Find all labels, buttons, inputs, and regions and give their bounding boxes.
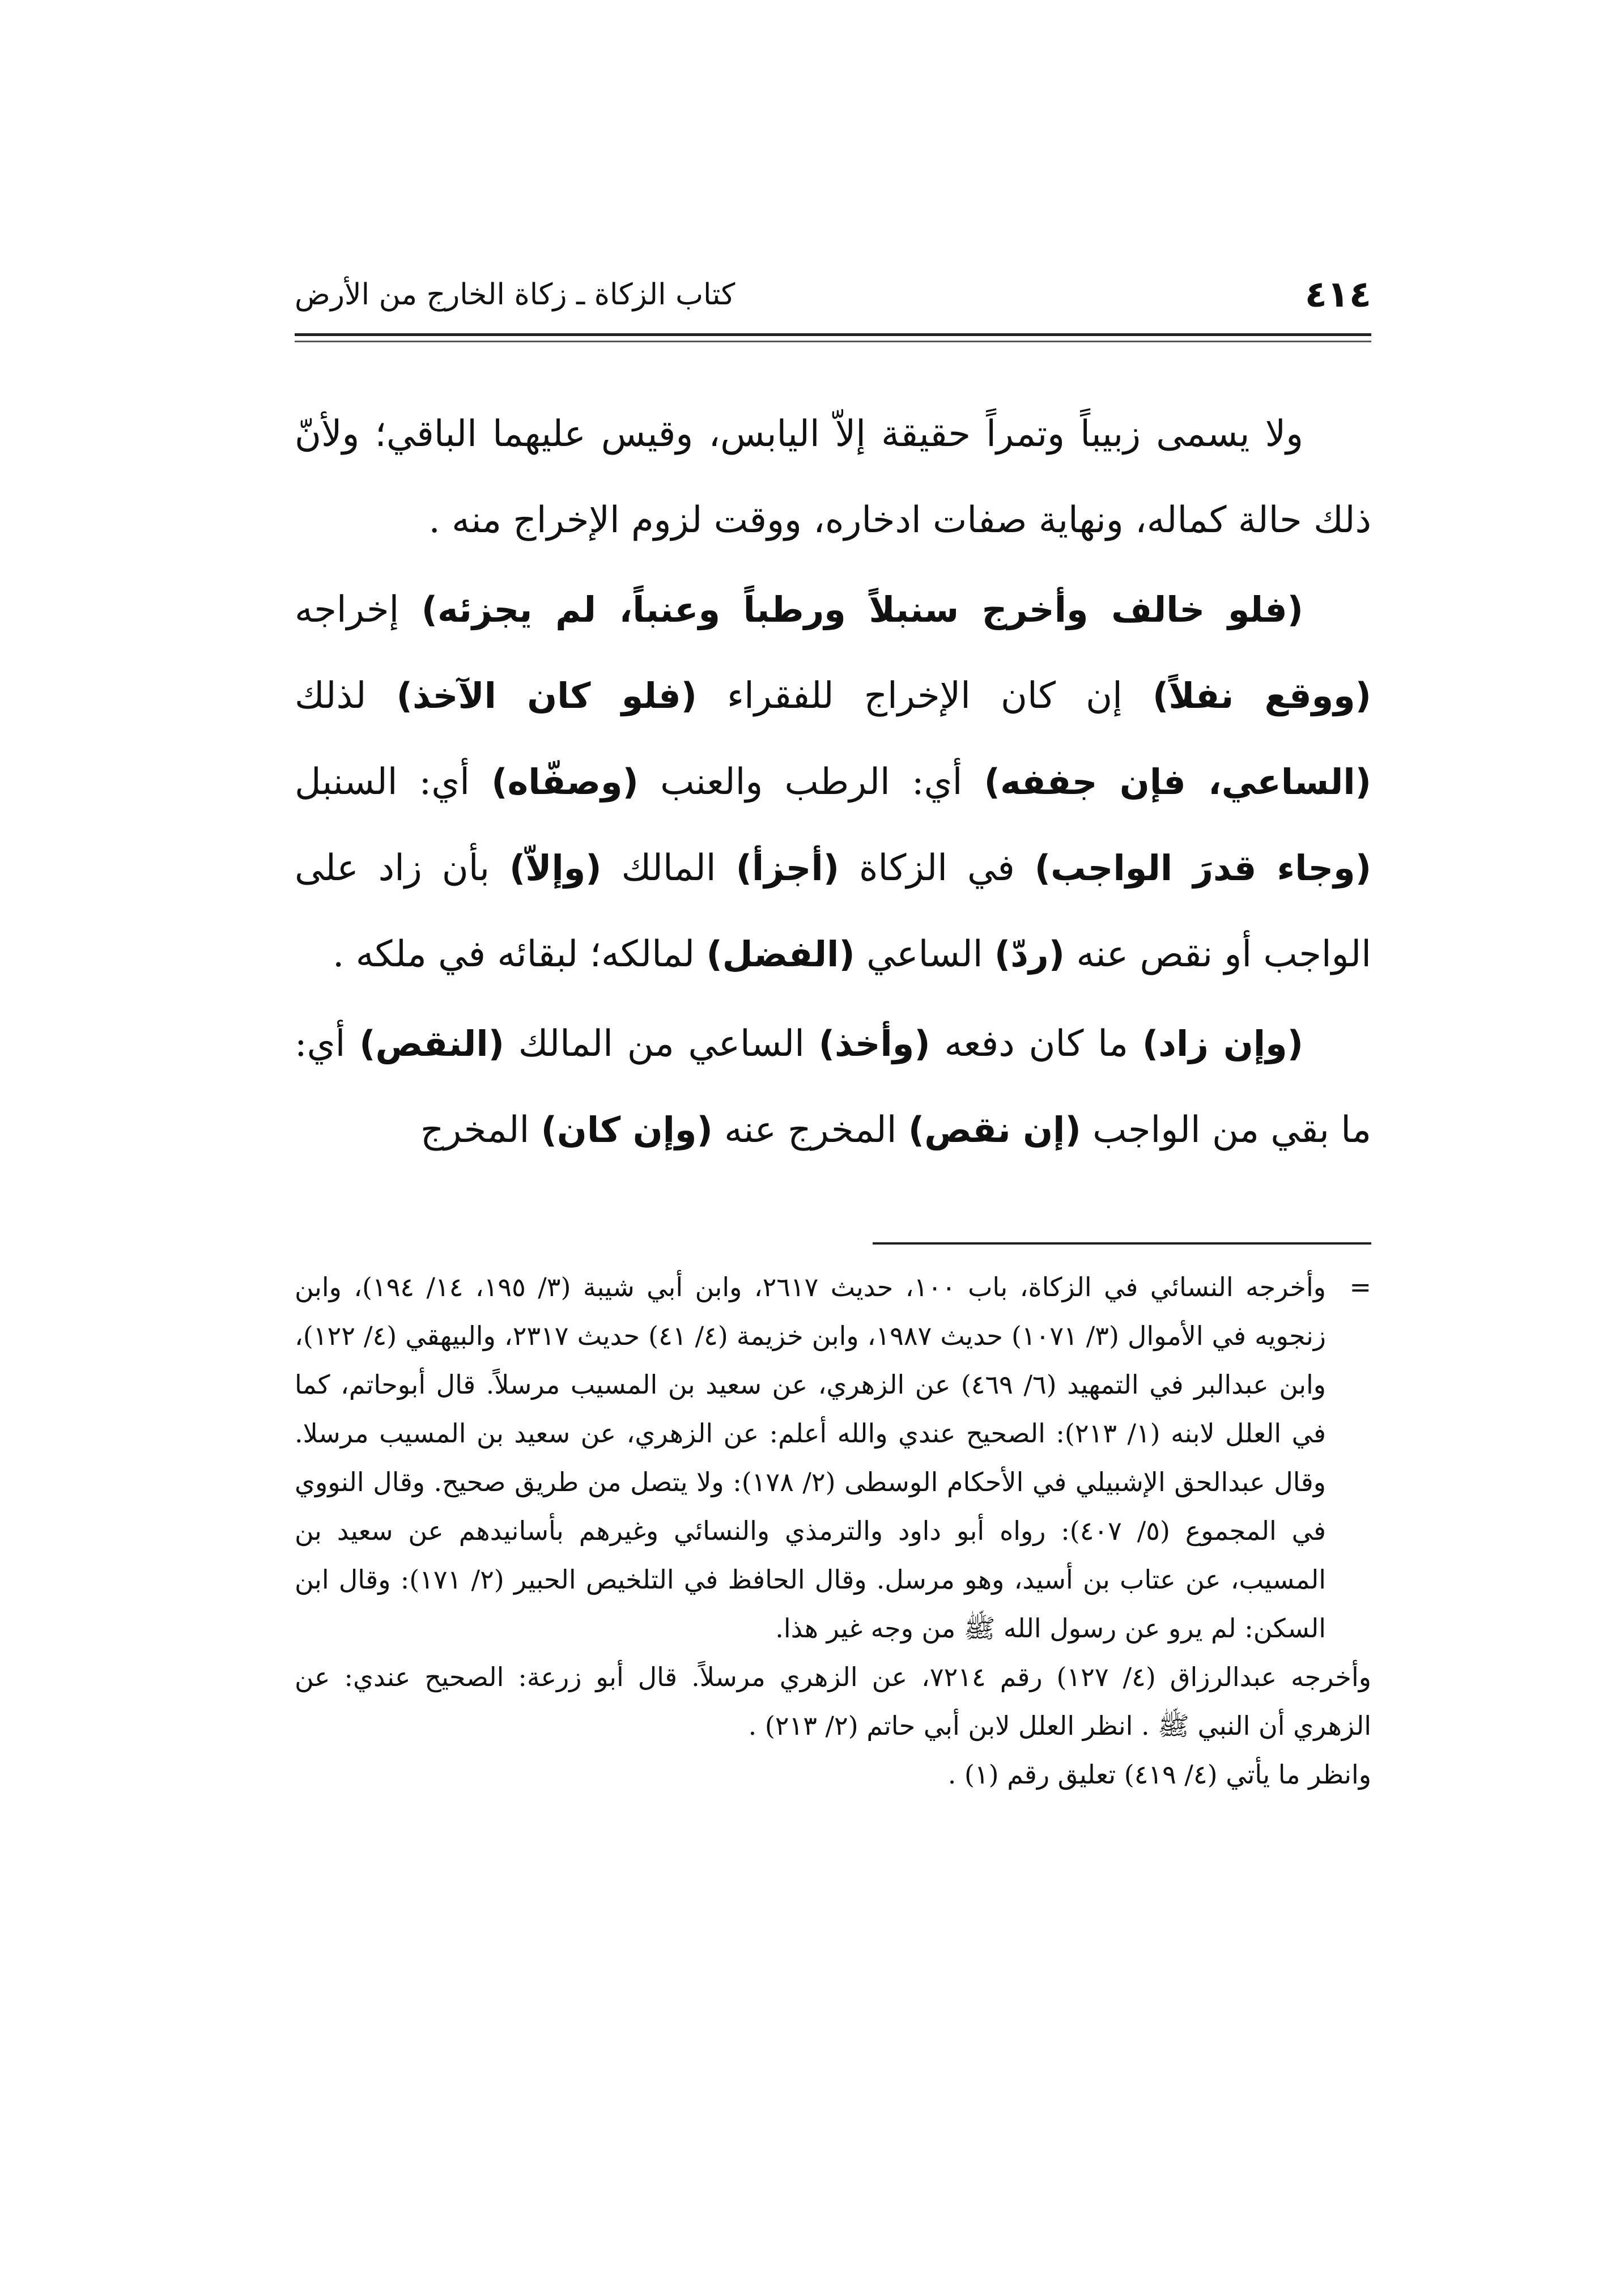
running-title: كتاب الزكاة ـ زكاة الخارج من الأرض [295,278,736,312]
footnote-divider [873,1242,1371,1245]
bold-matn-text: (أجزأ) [736,847,840,889]
bold-matn-text: (وصفّاه) [491,761,639,802]
bold-matn-text: (الساعي، فإن جففه) [984,761,1372,802]
commentary-text: أي: ما بقي من الواجب [295,1023,1371,1151]
page-header [295,266,1371,329]
bold-matn-text: (وأخذ) [818,1023,930,1064]
bold-matn-text: (ووقع نفلاً) [1152,675,1371,716]
bold-matn-text: (وإن زاد) [1142,1023,1303,1064]
paragraph-3 [295,1001,1371,1173]
commentary-text: الساعي من المالك [504,1023,819,1065]
commentary-text: المخرج عنه [712,1109,908,1151]
bold-matn-text: (الفضل) [706,933,855,975]
bold-matn-text: (فلو خالف وأخرج سنبلاً ورطباً وعنباً، لم يجزئه) [421,589,1303,630]
footnote-text-2: وأخرجه عبدالرزاق (٤/ ١٢٧) رقم ٧٢١٤، عن الزهري مرسلاً. قال أبو زرعة: الصحيح عندي: عن الزهري أن النبي ﷺ . انظر العلل لابن أبي حاتم (٢/ ٢١٣) . [295,1662,1371,1741]
bold-matn-text: (فلو كان الآخذ) [396,675,697,716]
commentary-text: أي: الرطب والعنب [638,761,984,803]
commentary-text: المالك [601,847,736,889]
bold-matn-text: (ردّ) [994,933,1065,975]
paragraph-1: ولا يسمى زبيباً وتمراً حقيقة إلاّ اليابس، وقيس عليهما الباقي؛ ولأنّ ذلك حالة كماله، ونهاية صفات ادخاره، ووقت لزوم الإخراج منه . [295,413,1371,541]
commentary-text: أي: السنبل [295,761,492,803]
bold-matn-text: (النقص) [359,1023,504,1064]
bold-matn-text: (وإلاّ) [509,847,602,889]
commentary-text: بأن زاد على الواجب أو نقص عنه [295,847,1371,975]
footnote-text-3: وانظر ما يأتي (٤/ ٤١٩) تعليق رقم (١) . [947,1759,1371,1790]
commentary-text: إخراجه [295,589,422,631]
footnote-continued [295,1263,1371,1653]
main-text [295,391,1371,1177]
footnotes [295,1263,1371,1799]
commentary-text: الساعي [854,933,994,975]
paragraph-2 [295,567,1371,997]
bold-matn-text: (وجاء قدرَ الواجب) [1034,847,1372,889]
commentary-text: ما كان دفعه [930,1023,1142,1065]
header-divider [295,333,1371,342]
footnote-continuation-marker: = [1349,1272,1371,1302]
commentary-text: لمالكه؛ لبقائه في ملكه . [333,933,707,975]
footnote-text-1: وأخرجه النسائي في الزكاة، باب ١٠٠، حديث ٢٦١٧، وابن أبي شيبة (٣/ ١٩٥، ١٤/ ١٩٤)، وابن زنجويه في الأموال (٣/ ١٠٧١) حديث ١٩٨٧، وابن خزيمة (٤/ ٤١) حديث ٢٣١٧، والبيهقي (٤/ ١٢٢)، وابن عبدالبر في التمهيد (٦/ ٤٦٩) عن الزهري، عن سعيد بن المسيب مرسلاً. قال أبوحاتم، كما في العلل لابنه (١/ ٢١٣): الصحيح عندي والله أعلم: عن الزهري، عن سعيد بن المسيب مرسلا. وقال عبدالحق الإشبيلي في الأحكام الوسطى (٢/ ١٧٨): ولا يتصل من طريق صحيح. وقال النووي في المجموع (٥/ ٤٠٧): رواه أبو داود والترمذي والنسائي وغيرهم بأسانيدهم عن سعيد بن المسيب، عن عتاب بن أسيد، وهو مرسل. وقال الحافظ في التلخيص الحبير (٢/ ١٧١): وقال ابن السكن: لم يرو عن رسول الله ﷺ من وجه غير هذا. [295,1272,1327,1644]
commentary-text: المخرج [420,1109,541,1151]
bold-matn-text: (وإن كان) [541,1109,713,1150]
commentary-text: إن كان الإخراج للفقراء [696,675,1153,717]
commentary-text: لذلك [295,675,397,717]
page-number: ٤١٤ [1304,274,1371,316]
commentary-text: في الزكاة [839,847,1035,889]
bold-matn-text: (إن نقص) [908,1109,1081,1150]
